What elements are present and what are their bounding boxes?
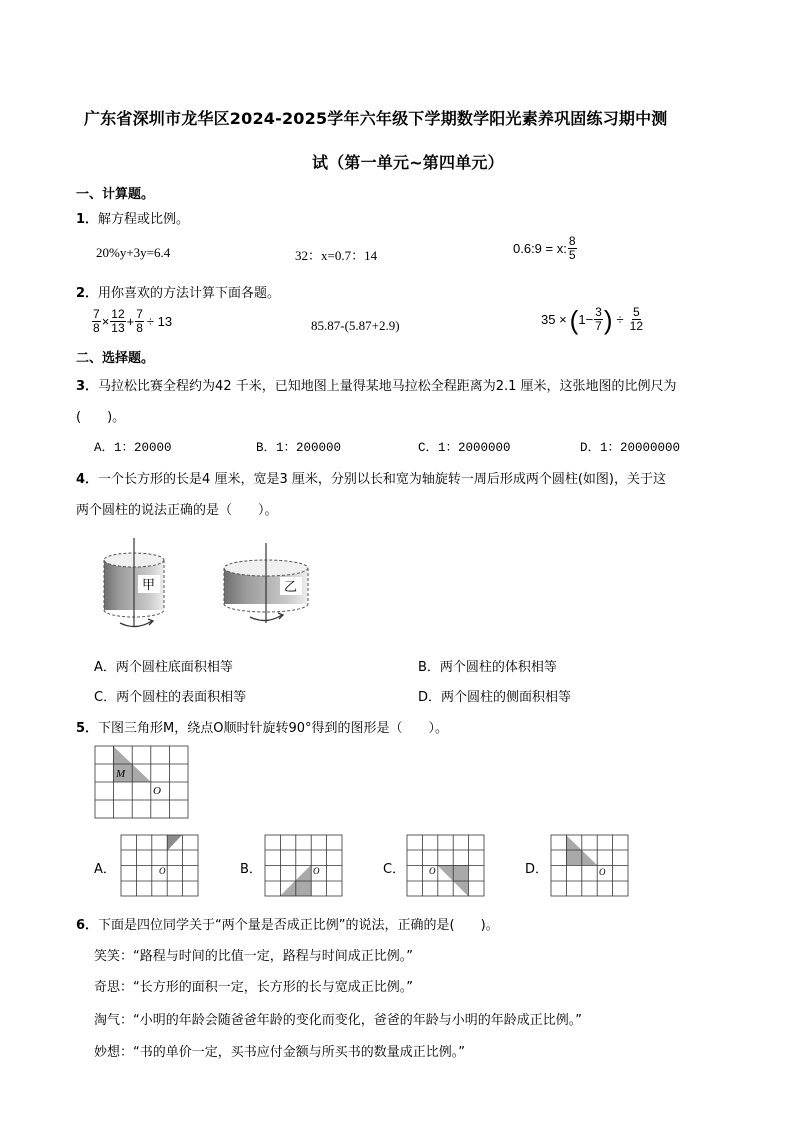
- option-d[interactable]: D．两个圆柱的侧面积相等: [418, 690, 572, 705]
- cylinder-figures: [90, 535, 330, 635]
- svg-text:O: O: [159, 866, 166, 876]
- question-6: [76, 914, 499, 933]
- equation-b: 32：x=0.7：14: [295, 248, 378, 263]
- option-c-letter[interactable]: C．: [383, 862, 406, 877]
- option-b[interactable]: B．1：200000: [256, 441, 342, 455]
- option-d[interactable]: D．1：20000000: [580, 441, 681, 455]
- fraction: $\frac{7}{8}$: [93, 307, 100, 335]
- option-b-grid[interactable]: [264, 834, 344, 898]
- question-number: 1．: [76, 212, 99, 227]
- option-b[interactable]: B．两个圆柱的体积相等: [418, 660, 557, 675]
- question-text: 用你喜欢的方法计算下面各题。: [98, 286, 281, 301]
- question-text: 马拉松比赛全程约为42 千米，已知地图上量得某地马拉松全程距离为2.1 厘米，这张地图的比例尺为: [98, 379, 677, 394]
- question-text: 一个长方形的长是4 厘米，宽是3 厘米，分别以长和宽为轴旋转一周后形成两个圆柱(如图)，关于这: [98, 472, 666, 487]
- question-number: 5．: [76, 721, 99, 736]
- question-1: [76, 208, 189, 227]
- option-d-letter[interactable]: D．: [525, 862, 549, 877]
- grid-triangle-m: [94, 744, 190, 824]
- page-title-line1: 广东省深圳市龙华区2024-2025学年六年级下学期数学阳光素养巩固练习期中测: [84, 109, 668, 128]
- equation-c: [513, 235, 578, 262]
- label-o: O: [153, 785, 161, 797]
- svg-text:O: O: [599, 867, 606, 877]
- statement-xiaoxiao: 笑笑：“路程与时间的比值一定，路程与时间成正比例。”: [94, 949, 413, 964]
- page-title-line2: 试（第一单元~第四单元）: [312, 153, 504, 172]
- section-heading-calc: 一、计算题。: [76, 187, 155, 202]
- option-a-letter[interactable]: A．: [94, 862, 116, 877]
- fraction: $\frac{8}{5}$: [568, 234, 576, 262]
- option-b-letter[interactable]: B．: [240, 862, 262, 877]
- question-5: [76, 717, 448, 736]
- question-3-line2: ( )。: [76, 410, 126, 425]
- svg-text:O: O: [313, 866, 320, 876]
- question-number: 6．: [76, 918, 99, 933]
- statement-qisi: 奇思：“长方形的面积一定，长方形的长与宽成正比例。”: [94, 980, 413, 995]
- option-a-grid[interactable]: [120, 834, 200, 898]
- question-text: 解方程或比例。: [98, 212, 190, 227]
- option-c-grid[interactable]: [406, 834, 486, 898]
- question-number: 2．: [76, 286, 99, 301]
- option-c[interactable]: C．两个圆柱的表面积相等: [94, 690, 247, 705]
- question-4: [76, 468, 666, 487]
- statement-miaoxiang: 妙想：“书的单价一定，买书应付金额与所买书的数量成正比例。”: [94, 1045, 465, 1060]
- question-2: [76, 282, 280, 301]
- option-c[interactable]: C．1：2000000: [418, 441, 511, 455]
- fraction: $\frac{12}{13}$: [111, 307, 125, 335]
- cylinder-yi-label: 乙: [284, 579, 298, 594]
- equation-c-left: 0.6:9 = x:: [513, 241, 567, 256]
- fraction: $\frac{7}{8}$: [136, 307, 143, 335]
- section-heading-choice: 二、选择题。: [76, 351, 155, 366]
- cylinder-yi: [224, 543, 308, 623]
- equation-a: 20%y+3y=6.4: [96, 245, 171, 260]
- option-d-grid[interactable]: [550, 834, 630, 898]
- question-text: 下面是四位同学关于“两个量是否成正比例”的说法，正确的是( )。: [98, 918, 499, 933]
- question-number: 4．: [76, 472, 99, 487]
- question-4-line2: 两个圆柱的说法正确的是（ ）。: [76, 503, 278, 518]
- question-3: [76, 375, 677, 394]
- expression-b: 85.87-(5.87+2.9): [311, 318, 400, 333]
- expression-c: 35 × ( 1− $\frac{3}{7}$ ) ÷ $\frac{5}{12}$: [541, 304, 644, 335]
- question-text: 下图三角形M，绕点O顺时针旋转90°得到的图形是（ ）。: [98, 721, 449, 736]
- fraction: $\frac{5}{12}$: [629, 305, 644, 333]
- label-m: M: [116, 768, 126, 780]
- expression-a: $\frac{7}{8}$ × $\frac{12}{13}$ + $\frac{7}{8}$ ÷ 13: [93, 307, 173, 335]
- option-a[interactable]: A．两个圆柱底面积相等: [94, 660, 233, 675]
- svg-text:O: O: [429, 866, 436, 876]
- statement-taoqi: 淘气：“小明的年龄会随爸爸年龄的变化而变化，爸爸的年龄与小明的年龄成正比例。”: [94, 1013, 582, 1028]
- cylinder-jia-label: 甲: [142, 577, 156, 592]
- question-number: 3．: [76, 379, 99, 394]
- fraction: $\frac{3}{7}$: [595, 305, 602, 333]
- option-a[interactable]: A．1：20000: [94, 441, 172, 455]
- cylinder-jia: [104, 538, 164, 627]
